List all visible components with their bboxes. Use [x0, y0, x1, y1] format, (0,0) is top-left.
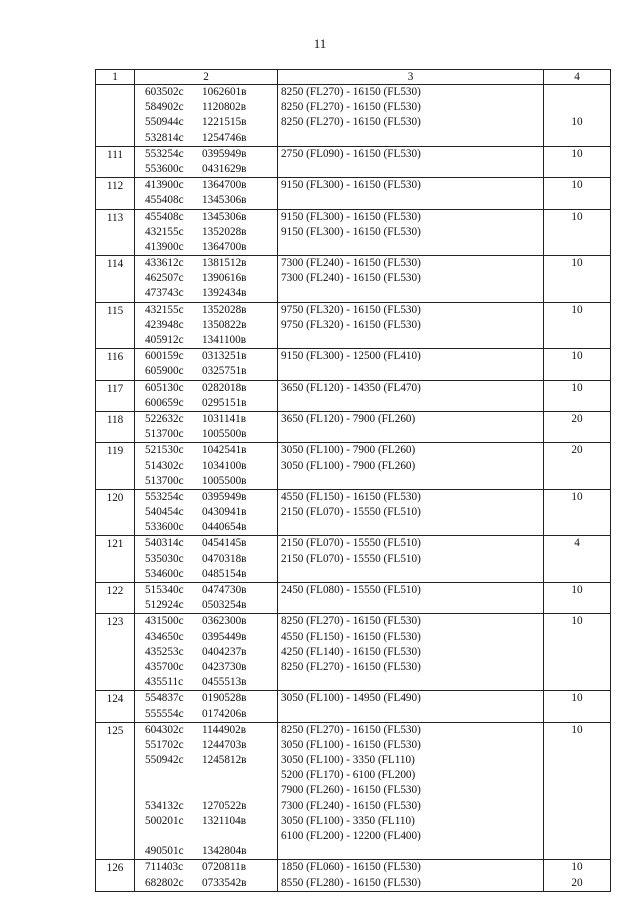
table-row [96, 860, 611, 891]
altitude-range: 3050 (FL100) - 3350 (FL110) [281, 754, 415, 767]
coordinates-cell [135, 302, 278, 349]
longitude: 0503254в [202, 599, 247, 612]
longitude: 0430941в [202, 506, 247, 519]
altitude-range: 2750 (FL090) - 16150 (FL530) [281, 147, 421, 160]
coordinate-pair [145, 630, 277, 645]
value-cell [544, 411, 611, 442]
value-cell [544, 380, 611, 411]
coordinate-pair [145, 115, 277, 130]
latitude: 553254с [145, 490, 184, 503]
value: 20 [571, 876, 583, 889]
latitude: 550942с [145, 754, 184, 767]
altitude-range: 8250 (FL270) - 16150 (FL530) [281, 723, 421, 736]
altitude-range-cell [278, 256, 544, 303]
coordinate-pair [145, 85, 277, 100]
coordinate-pair [145, 131, 277, 146]
coordinates-cell [135, 411, 278, 442]
row-number: 125 [96, 722, 135, 860]
coordinate-pair [145, 271, 277, 286]
longitude: 1244703в [202, 738, 247, 751]
longitude: 0470318в [202, 552, 247, 565]
coordinates-cell [135, 614, 278, 691]
coordinate-pair [145, 333, 277, 348]
longitude: 1321104в [202, 814, 247, 827]
longitude: 1005500в [202, 428, 247, 441]
table-row [96, 536, 611, 583]
altitude-range-cell [278, 146, 544, 177]
coordinate-pair [145, 100, 277, 115]
row-number: 111 [96, 146, 135, 177]
row-number [96, 85, 135, 147]
table-body [96, 85, 611, 892]
latitude: 413900с [145, 240, 184, 253]
coordinate-pair [145, 614, 277, 629]
coordinate-pair [145, 552, 277, 567]
coordinate-pair [145, 783, 277, 798]
altitude-range: 7300 (FL240) - 16150 (FL530) [281, 272, 421, 285]
coordinate-pair [145, 829, 277, 844]
header-cell-2: 2 [135, 70, 278, 85]
coordinate-pair [145, 691, 277, 706]
longitude: 0362300в [202, 615, 247, 628]
table-row [96, 691, 611, 722]
coordinates-cell [135, 380, 278, 411]
longitude: 0404237в [202, 645, 247, 658]
latitude: 553600с [145, 162, 184, 175]
coordinates-cell [135, 722, 278, 860]
coordinate-pair [145, 567, 277, 582]
coordinate-pair [145, 193, 277, 208]
latitude: 423948с [145, 318, 184, 331]
altitude-range: 3650 (FL120) - 7900 (FL260) [281, 412, 416, 425]
coordinates-cell [135, 536, 278, 583]
value: 20 [571, 444, 583, 457]
coordinate-pair [145, 768, 277, 783]
coordinate-pair [145, 505, 277, 520]
altitude-range-cell [278, 349, 544, 380]
coordinate-pair [145, 240, 277, 255]
value-cell [544, 349, 611, 380]
coordinate-pair [145, 520, 277, 535]
latitude: 433612с [145, 257, 184, 270]
table-row [96, 411, 611, 442]
coordinate-pair [145, 162, 277, 177]
longitude: 1005500в [202, 474, 247, 487]
longitude: 1144902в [202, 723, 247, 736]
table-row [96, 256, 611, 303]
latitude: 540454с [145, 506, 184, 519]
latitude: 600659с [145, 396, 184, 409]
latitude: 605130с [145, 381, 184, 394]
header-row [96, 70, 611, 85]
latitude: 513700с [145, 428, 184, 441]
coordinate-pair [145, 876, 277, 891]
row-number: 124 [96, 691, 135, 722]
longitude: 1364700в [202, 179, 247, 192]
longitude: 1031141в [202, 412, 247, 425]
altitude-range: 2450 (FL080) - 15550 (FL510) [281, 584, 421, 596]
coordinate-pair [145, 412, 277, 427]
table-row [96, 583, 611, 614]
coordinate-pair [145, 381, 277, 396]
coordinate-pair [145, 427, 277, 442]
table-row [96, 349, 611, 380]
longitude: 0720811в [202, 861, 247, 874]
value-cell [544, 146, 611, 177]
coordinate-pair [145, 860, 277, 875]
altitude-range: 3050 (FL100) - 7900 (FL260) [281, 444, 416, 457]
table-row [96, 302, 611, 349]
coordinate-pair [145, 490, 277, 505]
longitude: 1345306в [202, 194, 247, 207]
altitude-range: 3050 (FL100) - 7900 (FL260) [281, 459, 416, 472]
altitude-range: 7900 (FL260) - 16150 (FL530) [281, 784, 421, 797]
latitude: 553254с [145, 147, 184, 160]
altitude-range: 4550 (FL150) - 16150 (FL530) [281, 490, 421, 503]
latitude: 432155с [145, 225, 184, 238]
coordinates-cell [135, 860, 278, 891]
coordinates-cell [135, 178, 278, 209]
latitude: 513700с [145, 474, 184, 487]
longitude: 0282018в [202, 381, 247, 394]
latitude: 533600с [145, 521, 184, 534]
longitude: 0395949в [202, 147, 247, 160]
value: 10 [571, 210, 583, 223]
latitude: 455408с [145, 210, 184, 223]
latitude: 514302с [145, 459, 184, 472]
longitude: 1254746в [202, 131, 247, 144]
coordinate-pair [145, 738, 277, 753]
altitude-range: 9150 (FL300) - 16150 (FL530) [281, 210, 421, 223]
header-cell-3: 3 [278, 70, 544, 85]
coordinate-pair [145, 225, 277, 240]
latitude: 522632с [145, 412, 184, 425]
table-row [96, 85, 611, 147]
coordinates-cell [135, 349, 278, 380]
value-cell [544, 583, 611, 614]
value-cell [544, 178, 611, 209]
longitude: 1345306в [202, 210, 247, 223]
coordinate-pair [145, 459, 277, 474]
coordinate-pair [145, 799, 277, 814]
value: 10 [571, 147, 583, 160]
altitude-range-cell [278, 691, 544, 722]
latitude: 515340с [145, 584, 184, 596]
altitude-range: 8250 (FL270) - 16150 (FL530) [281, 86, 421, 98]
altitude-range: 2150 (FL070) - 15550 (FL510) [281, 552, 421, 565]
longitude: 0395449в [202, 630, 247, 643]
airspace-table [95, 69, 611, 892]
value: 10 [571, 861, 583, 874]
altitude-range: 8250 (FL270) - 16150 (FL530) [281, 615, 421, 628]
longitude: 0190528в [202, 692, 247, 705]
value: 10 [571, 350, 583, 363]
value: 10 [571, 490, 583, 503]
coordinates-cell [135, 146, 278, 177]
altitude-range: 3050 (FL100) - 14950 (FL490) [281, 692, 421, 705]
longitude: 1352028в [202, 303, 247, 316]
row-number: 116 [96, 349, 135, 380]
latitude: 584902с [145, 101, 184, 114]
altitude-range: 4550 (FL150) - 16150 (FL530) [281, 630, 421, 643]
latitude: 532814с [145, 131, 184, 144]
value-cell [544, 722, 611, 860]
table-row [96, 614, 611, 691]
altitude-range: 9150 (FL300) - 12500 (FL410) [281, 350, 421, 363]
value [544, 100, 610, 115]
longitude: 0423730в [202, 660, 247, 673]
longitude: 1342804в [202, 845, 247, 858]
coordinates-cell [135, 256, 278, 303]
value-cell [544, 302, 611, 349]
altitude-range: 7300 (FL240) - 16150 (FL530) [281, 799, 421, 812]
coordinate-pair [145, 210, 277, 225]
longitude: 1221515в [202, 116, 247, 129]
value: 10 [571, 381, 583, 394]
longitude: 1120802в [202, 101, 247, 114]
latitude: 435253с [145, 645, 184, 658]
coordinate-pair [145, 723, 277, 738]
latitude: 413900с [145, 179, 184, 192]
latitude: 605900с [145, 365, 184, 378]
coordinate-pair [145, 147, 277, 162]
coordinate-pair [145, 303, 277, 318]
altitude-range: 5200 (FL170) - 6100 (FL200) [281, 769, 416, 782]
row-number: 120 [96, 489, 135, 536]
value: 10 [571, 692, 583, 705]
row-number: 118 [96, 411, 135, 442]
altitude-range: 7300 (FL240) - 16150 (FL530) [281, 257, 421, 270]
coordinates-cell [135, 691, 278, 722]
value: 10 [571, 116, 583, 129]
longitude: 0454145в [202, 537, 247, 550]
latitude: 551702с [145, 738, 184, 751]
latitude: 535030с [145, 552, 184, 565]
longitude: 1352028в [202, 225, 247, 238]
value-cell [544, 860, 611, 891]
altitude-range-cell [278, 178, 544, 209]
longitude: 1341100в [202, 334, 247, 346]
latitude: 473743с [145, 287, 184, 300]
latitude: 603502с [145, 86, 184, 98]
table-row [96, 489, 611, 536]
altitude-range: 8250 (FL270) - 16150 (FL530) [281, 660, 421, 673]
row-number: 115 [96, 302, 135, 349]
longitude: 0455513в [202, 676, 247, 689]
row-number: 121 [96, 536, 135, 583]
header-cell-4: 4 [544, 70, 611, 85]
altitude-range: 9750 (FL320) - 16150 (FL530) [281, 303, 421, 316]
latitude: 554837с [145, 692, 184, 705]
row-number: 126 [96, 860, 135, 891]
row-number: 114 [96, 256, 135, 303]
altitude-range-cell [278, 380, 544, 411]
altitude-range-cell [278, 722, 544, 860]
altitude-range: 2150 (FL070) - 15550 (FL510) [281, 537, 421, 550]
value: 4 [574, 537, 580, 550]
longitude: 1245812в [202, 754, 247, 767]
latitude: 405912с [145, 334, 184, 346]
longitude: 0440654в [202, 521, 247, 534]
table-row [96, 443, 611, 490]
latitude: 521530с [145, 444, 184, 457]
header-cell-1: 1 [96, 70, 135, 85]
altitude-range-cell [278, 583, 544, 614]
coordinate-pair [145, 349, 277, 364]
coordinates-cell [135, 583, 278, 614]
value: 10 [571, 615, 583, 628]
coordinates-cell [135, 443, 278, 490]
value: 10 [571, 303, 583, 316]
coordinate-pair [145, 844, 277, 859]
longitude: 0174206в [202, 707, 247, 720]
altitude-range-cell [278, 443, 544, 490]
value: 10 [571, 584, 583, 596]
altitude-range: 3050 (FL100) - 16150 (FL530) [281, 738, 421, 751]
row-number: 122 [96, 583, 135, 614]
row-number: 123 [96, 614, 135, 691]
latitude: 431500с [145, 615, 184, 628]
latitude: 490501с [145, 845, 184, 858]
latitude: 435511с [145, 676, 184, 689]
latitude: 555554с [145, 707, 184, 720]
row-number: 112 [96, 178, 135, 209]
row-number: 119 [96, 443, 135, 490]
altitude-range-cell [278, 85, 544, 147]
coordinate-pair [145, 707, 277, 722]
longitude: 1270522в [202, 799, 247, 812]
value-cell [544, 536, 611, 583]
longitude: 0474730в [202, 584, 247, 596]
longitude: 0395949в [202, 490, 247, 503]
value-cell [544, 256, 611, 303]
table-row [96, 178, 611, 209]
longitude: 1364700в [202, 240, 247, 253]
latitude: 540314с [145, 537, 184, 550]
altitude-range: 4250 (FL140) - 16150 (FL530) [281, 645, 421, 658]
page-number: 11 [313, 36, 327, 51]
altitude-range-cell [278, 536, 544, 583]
latitude: 462507с [145, 272, 184, 285]
altitude-range-cell [278, 614, 544, 691]
altitude-range: 9750 (FL320) - 16150 (FL530) [281, 318, 421, 331]
coordinate-pair [145, 675, 277, 690]
longitude: 0733542в [202, 876, 247, 889]
row-number: 117 [96, 380, 135, 411]
longitude: 1392434в [202, 287, 247, 300]
latitude: 604302с [145, 723, 184, 736]
value-cell [544, 443, 611, 490]
coordinate-pair [145, 443, 277, 458]
latitude: 534132с [145, 799, 184, 812]
value-cell [544, 489, 611, 536]
value-cell [544, 691, 611, 722]
value [544, 85, 610, 100]
latitude: 455408с [145, 194, 184, 207]
latitude: 682802с [145, 876, 184, 889]
coordinate-pair [145, 645, 277, 660]
coordinate-pair [145, 474, 277, 489]
value: 20 [571, 412, 583, 425]
coordinate-pair [145, 318, 277, 333]
coordinate-pair [145, 583, 277, 598]
latitude: 512924с [145, 599, 184, 612]
altitude-range: 2150 (FL070) - 15550 (FL510) [281, 506, 421, 519]
altitude-range: 8250 (FL270) - 16150 (FL530) [281, 101, 421, 114]
coordinate-pair [145, 598, 277, 613]
altitude-range: 8250 (FL270) - 16150 (FL530) [281, 116, 421, 129]
altitude-range: 6100 (FL200) - 12200 (FL400) [281, 830, 421, 842]
altitude-range: 3050 (FL100) - 3350 (FL110) [281, 814, 415, 827]
table-row [96, 722, 611, 860]
coordinates-cell [135, 489, 278, 536]
coordinate-pair [145, 364, 277, 379]
coordinate-pair [145, 178, 277, 193]
altitude-range-cell [278, 302, 544, 349]
value-cell [544, 614, 611, 691]
latitude: 432155с [145, 303, 184, 316]
altitude-range: 9150 (FL300) - 16150 (FL530) [281, 225, 421, 238]
longitude: 0295151в [202, 396, 247, 409]
value-cell [544, 85, 611, 147]
coordinate-pair [145, 396, 277, 411]
coordinates-cell [135, 85, 278, 147]
altitude-range-cell [278, 209, 544, 256]
value: 10 [571, 257, 583, 270]
altitude-range: 8550 (FL280) - 16150 (FL530) [281, 876, 421, 889]
latitude: 711403с [145, 861, 184, 874]
longitude: 1042541в [202, 444, 247, 457]
latitude: 534600с [145, 567, 184, 580]
coordinate-pair [145, 753, 277, 768]
value: 10 [571, 723, 583, 736]
coordinate-pair [145, 536, 277, 551]
table-row [96, 380, 611, 411]
longitude: 0431629в [202, 162, 247, 175]
longitude: 0485154в [202, 567, 247, 580]
latitude: 500201с [145, 814, 184, 827]
longitude: 1381512в [202, 257, 247, 270]
row-number: 113 [96, 209, 135, 256]
table-row [96, 146, 611, 177]
altitude-range: 9150 (FL300) - 16150 (FL530) [281, 179, 421, 192]
longitude: 1062601в [202, 86, 247, 98]
coordinates-cell [135, 209, 278, 256]
longitude: 0325751в [202, 365, 247, 378]
altitude-range: 3650 (FL120) - 14350 (FL470) [281, 381, 421, 394]
coordinate-pair [145, 814, 277, 829]
coordinate-pair [145, 286, 277, 301]
latitude: 435700с [145, 660, 184, 673]
latitude: 600159с [145, 350, 184, 363]
coordinate-pair [145, 660, 277, 675]
altitude-range-cell [278, 860, 544, 891]
coordinate-pair [145, 256, 277, 271]
longitude: 1350822в [202, 318, 247, 331]
value-cell [544, 209, 611, 256]
longitude: 1034100в [202, 459, 247, 472]
altitude-range-cell [278, 489, 544, 536]
latitude: 434650с [145, 630, 184, 643]
value: 10 [571, 179, 583, 192]
longitude: 0313251в [202, 350, 247, 363]
table-row [96, 209, 611, 256]
altitude-range-cell [278, 411, 544, 442]
longitude: 1390616в [202, 272, 247, 285]
latitude: 550944с [145, 116, 184, 129]
altitude-range: 1850 (FL060) - 16150 (FL530) [281, 861, 421, 874]
